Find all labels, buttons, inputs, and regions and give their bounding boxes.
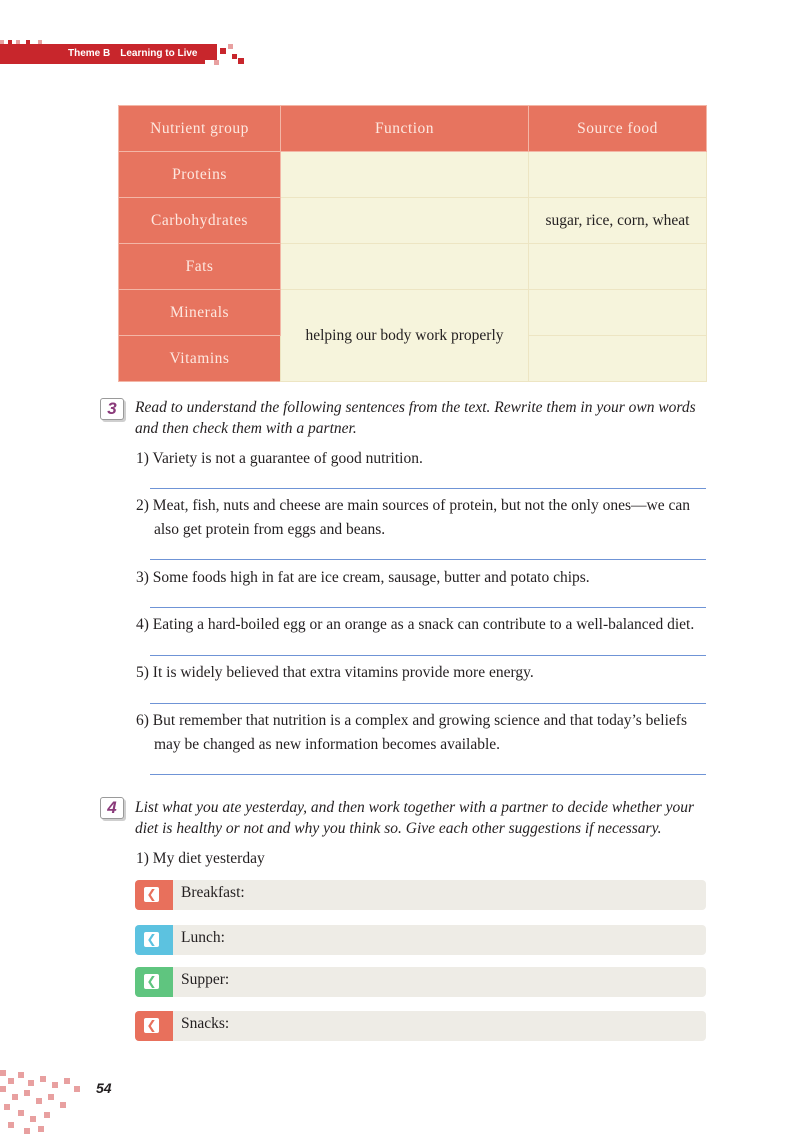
diet-entry-lunch[interactable] xyxy=(135,925,706,955)
nutrient-table xyxy=(118,105,707,382)
sentence-number: 5) xyxy=(136,664,149,681)
chevron-left-icon: ❮ xyxy=(144,932,159,947)
sentence-text: It is widely believed that extra vitamins provide more energy. xyxy=(152,664,534,681)
table-row xyxy=(119,290,707,336)
table-row xyxy=(119,244,707,290)
exercise-subheading: 1) My diet yesterday xyxy=(136,850,265,867)
diet-entry-icon-box xyxy=(135,1011,173,1041)
answer-line[interactable] xyxy=(150,488,706,489)
page-number: 54 xyxy=(96,1080,112,1096)
sentence-text: Some foods high in fat are ice cream, sausage, butter and potato chips. xyxy=(152,569,590,586)
table-header-cell: Function xyxy=(281,106,529,152)
diet-entry-supper[interactable] xyxy=(135,967,706,997)
sentence-continuation: may be changed as new information becomes available. xyxy=(154,736,501,753)
diet-entry-label: Breakfast: xyxy=(181,884,245,901)
exercise-number-badge: 3 xyxy=(100,398,124,420)
sentence-number: 3) xyxy=(136,569,149,586)
table-row xyxy=(119,152,707,198)
nutrient-group-cell: Proteins xyxy=(119,152,281,198)
chevron-left-icon: ❮ xyxy=(144,1018,159,1033)
source-cell: sugar, rice, corn, wheat xyxy=(529,198,707,244)
diet-entry-breakfast[interactable] xyxy=(135,880,706,910)
diet-entry-label: Supper: xyxy=(181,971,230,988)
function-cell[interactable] xyxy=(281,244,529,290)
exercise-instruction: List what you ate yesterday, and then work together with a partner to decide whether your diet is healthy or not and why you think so. Give each other suggestions if necessary. xyxy=(135,799,695,837)
answer-line[interactable] xyxy=(150,607,706,608)
answer-line[interactable] xyxy=(150,559,706,560)
sentence-item xyxy=(136,447,711,471)
nutrient-group-cell: Vitamins xyxy=(119,336,281,382)
theme-title: Learning to Live xyxy=(120,48,198,59)
table-header-row xyxy=(119,106,707,152)
sentence-item xyxy=(136,613,711,637)
answer-line[interactable] xyxy=(150,774,706,775)
function-cell[interactable] xyxy=(281,198,529,244)
chevron-left-icon: ❮ xyxy=(144,887,159,902)
sentence-item xyxy=(136,709,711,757)
sentence-number: 1) xyxy=(136,450,149,467)
theme-label: Theme B xyxy=(68,48,111,59)
sentence-continuation: also get protein from eggs and beans. xyxy=(154,521,386,538)
sentence-item xyxy=(136,494,711,542)
source-cell[interactable] xyxy=(529,336,707,382)
answer-line[interactable] xyxy=(150,703,706,704)
nutrient-group-cell: Fats xyxy=(119,244,281,290)
diet-entry-label: Snacks: xyxy=(181,1015,230,1032)
diet-entry-label: Lunch: xyxy=(181,929,225,946)
diet-entry-icon-box xyxy=(135,967,173,997)
sentence-number: 2) xyxy=(136,497,149,514)
table-row xyxy=(119,198,707,244)
sentence-text: Meat, fish, nuts and cheese are main sources of protein, but not the only ones—we can xyxy=(152,497,690,514)
sentence-text: Eating a hard-boiled egg or an orange as a snack can contribute to a well-balanced diet. xyxy=(152,616,695,633)
sentence-text: Variety is not a guarantee of good nutrition. xyxy=(152,450,423,467)
exercise-number-badge: 4 xyxy=(100,797,124,819)
sentence-number: 4) xyxy=(136,616,149,633)
answer-line[interactable] xyxy=(150,655,706,656)
source-cell[interactable] xyxy=(529,152,707,198)
table-header-cell: Nutrient group xyxy=(119,106,281,152)
diet-entry-icon-box xyxy=(135,880,173,910)
sentence-item xyxy=(136,566,711,590)
sentence-item xyxy=(136,661,711,685)
table-header-cell: Source food xyxy=(529,106,707,152)
sentence-text: But remember that nutrition is a complex and growing science and that today’s beliefs xyxy=(152,712,687,729)
chevron-left-icon: ❮ xyxy=(144,974,159,989)
diet-entry-snacks[interactable] xyxy=(135,1011,706,1041)
diet-entry-icon-box xyxy=(135,925,173,955)
sentence-number: 6) xyxy=(136,712,149,729)
function-cell: helping our body work properly xyxy=(281,290,529,382)
theme-header xyxy=(60,44,205,64)
source-cell[interactable] xyxy=(529,290,707,336)
function-cell[interactable] xyxy=(281,152,529,198)
nutrient-group-cell: Carbohydrates xyxy=(119,198,281,244)
nutrient-group-cell: Minerals xyxy=(119,290,281,336)
exercise-instruction: Read to understand the following sentences from the text. Rewrite them in your own words and then check them with a partner. xyxy=(135,399,696,437)
source-cell[interactable] xyxy=(529,244,707,290)
